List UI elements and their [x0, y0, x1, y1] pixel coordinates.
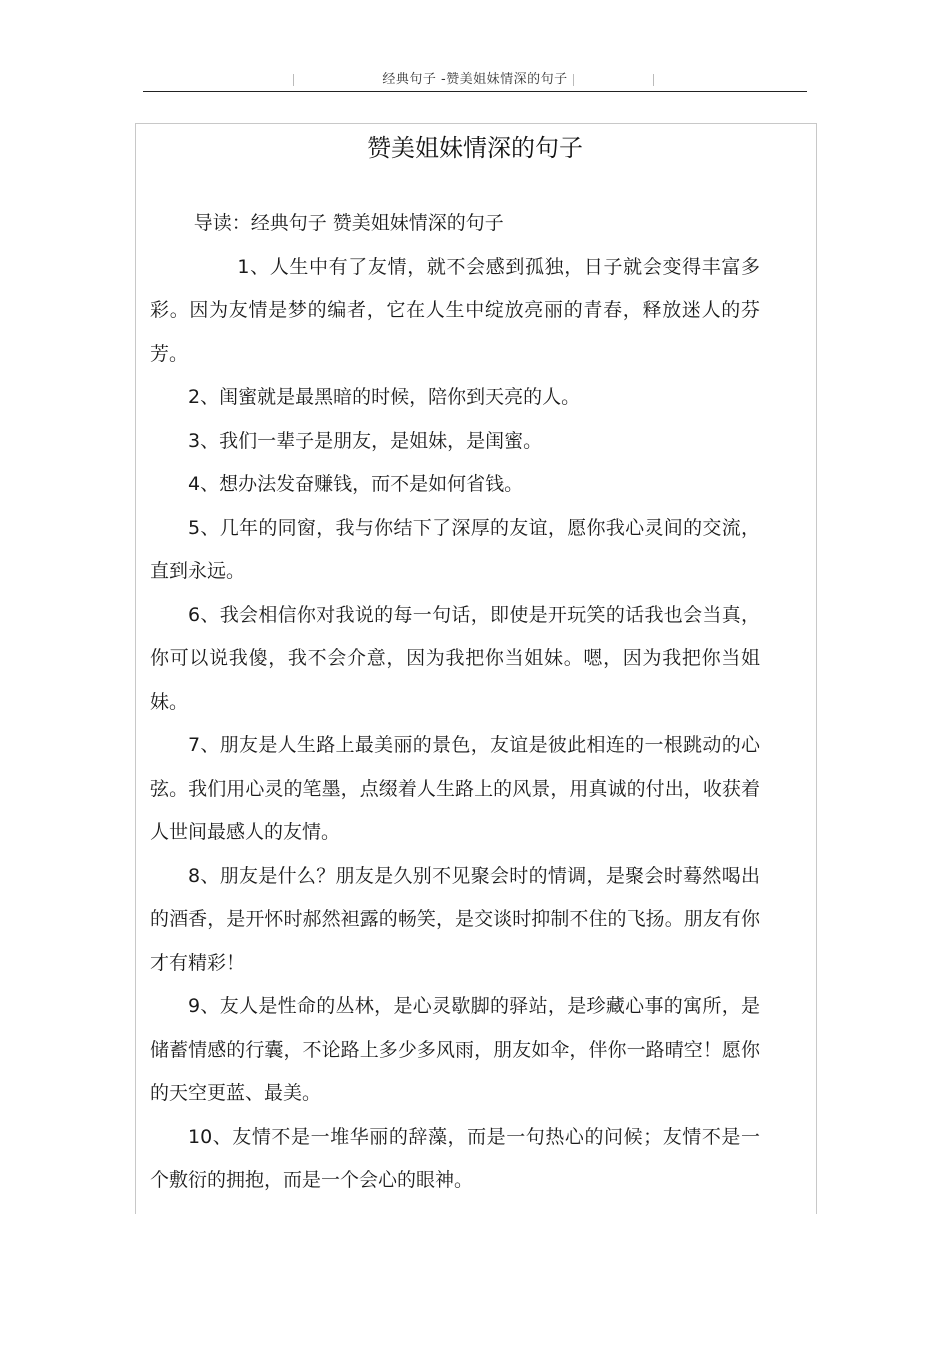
header-rule	[143, 91, 807, 92]
paragraph-4: 4、想办法发奋赚钱，而不是如何省钱。	[188, 473, 524, 495]
paragraph-5: 5、几年的同窗，我与你结下了深厚的友谊，愿你我心灵间的交流，直到永远。	[150, 516, 760, 582]
document-title: 赞美姐妹情深的句子	[367, 134, 583, 162]
paragraph-3: 3、我们一辈子是朋友，是姐妹，是闺蜜。	[188, 429, 543, 452]
paragraph-1: 1、人生中有了友情，就不会感到孤独，日子就会变得丰富多彩。因为友情是梦的编者，它在人生中绽放亮丽的青春，释放迷人的芬芳。	[150, 255, 760, 365]
running-header: 经典句子 -赞美姐妹情深的句子	[382, 72, 568, 87]
header-tick-left	[293, 74, 294, 86]
paragraph-8: 8、朋友是什么？朋友是久别不见聚会时的情调，是聚会时蓦然喝出的酒香，是开怀时郝然袒露的畅笑，是交谈时抑制不住的飞扬。朋友有你才有精彩！	[150, 864, 760, 974]
document-body	[150, 202, 760, 1203]
paragraph-7: 7、朋友是人生路上最美丽的景色，友谊是彼此相连的一根跳动的心弦。我们用心灵的笔墨，点缀着人生路上的风景，用真诚的付出，收获着人世间最感人的友情。	[150, 734, 760, 843]
header-tick-right	[653, 74, 654, 86]
intro-paragraph: 导读：经典句子 赞美姐妹情深的句子	[193, 212, 504, 234]
header-tick-mid	[573, 74, 574, 86]
paragraph-9: 9、友人是性命的丛林，是心灵歇脚的驿站，是珍藏心事的寓所，是储蓄情感的行囊，不论路上多少多风雨，朋友如伞，伴你一路晴空！愿你的天空更蓝、最美。	[150, 995, 760, 1104]
paragraph-6: 6、我会相信你对我说的每一句话，即使是开玩笑的话我也会当真，你可以说我傻，我不会介意，因为我把你当姐妹。嗯，因为我把你当姐妹。	[150, 603, 760, 713]
paragraph-10: 10、友情不是一堆华丽的辞藻，而是一句热心的问候；友情不是一个敷衍的拥抱，而是一个会心的眼神。	[150, 1125, 760, 1191]
paragraph-2: 2、闺蜜就是最黑暗的时候，陪你到天亮的人。	[188, 386, 581, 408]
